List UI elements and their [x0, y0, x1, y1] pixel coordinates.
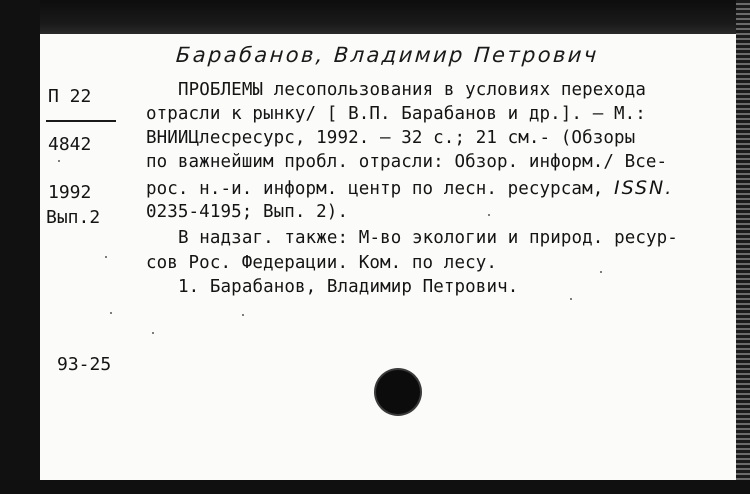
- entry-line-6: 0235-4195; Вып. 2).: [146, 202, 349, 222]
- entry-line-1: ПРОБЛЕМЫ лесопользования в условиях перехода: [178, 80, 646, 100]
- speck: [242, 314, 244, 316]
- speck: [110, 312, 112, 314]
- speck: [488, 214, 490, 216]
- speck: [570, 298, 572, 300]
- publication-year: 1992: [48, 182, 92, 203]
- entry-line-3: ВНИИЦлесресурс, 1992. – 32 с.; 21 см.- (Обзоры: [146, 128, 636, 148]
- handwritten-heading: Барабанов, Владимир Петрович: [175, 43, 600, 67]
- scan-edge-bottom: [0, 480, 750, 494]
- accession-number: 4842: [48, 134, 92, 155]
- speck: [152, 332, 154, 334]
- card-punch-hole: [376, 370, 420, 414]
- entry-line-5: [146, 177, 673, 199]
- entry-line-4: по важнейшим пробл. отрасли: Обзор. информ./ Все-: [146, 152, 668, 172]
- entry-line-9: 1. Барабанов, Владимир Петрович.: [178, 277, 519, 297]
- entry-line-5-text: рос. н.-и. информ. центр по лесн. ресурсам,: [146, 179, 604, 199]
- card-code: 93-25: [57, 354, 112, 375]
- speck: [58, 160, 60, 162]
- scan-edge-top: [0, 0, 750, 34]
- entry-line-8: сов Рос. Федерации. Ком. по лесу.: [146, 253, 497, 273]
- shelf-mark-rule: [46, 120, 116, 122]
- entry-line-2: отрасли к рынку/ [ В.П. Барабанов и др.]. – М.:: [146, 104, 646, 124]
- scan-edge-left: [0, 0, 40, 494]
- entry-line-7: В надзаг. также: М-во экологии и природ. ресур-: [178, 228, 678, 248]
- speck: [105, 256, 107, 258]
- scan-edge-right: [736, 0, 750, 494]
- issue-number: Вып.2: [46, 207, 101, 228]
- issn-handwritten: ISSN.: [613, 177, 674, 199]
- shelf-mark: П 22: [48, 86, 92, 107]
- speck: [600, 271, 602, 273]
